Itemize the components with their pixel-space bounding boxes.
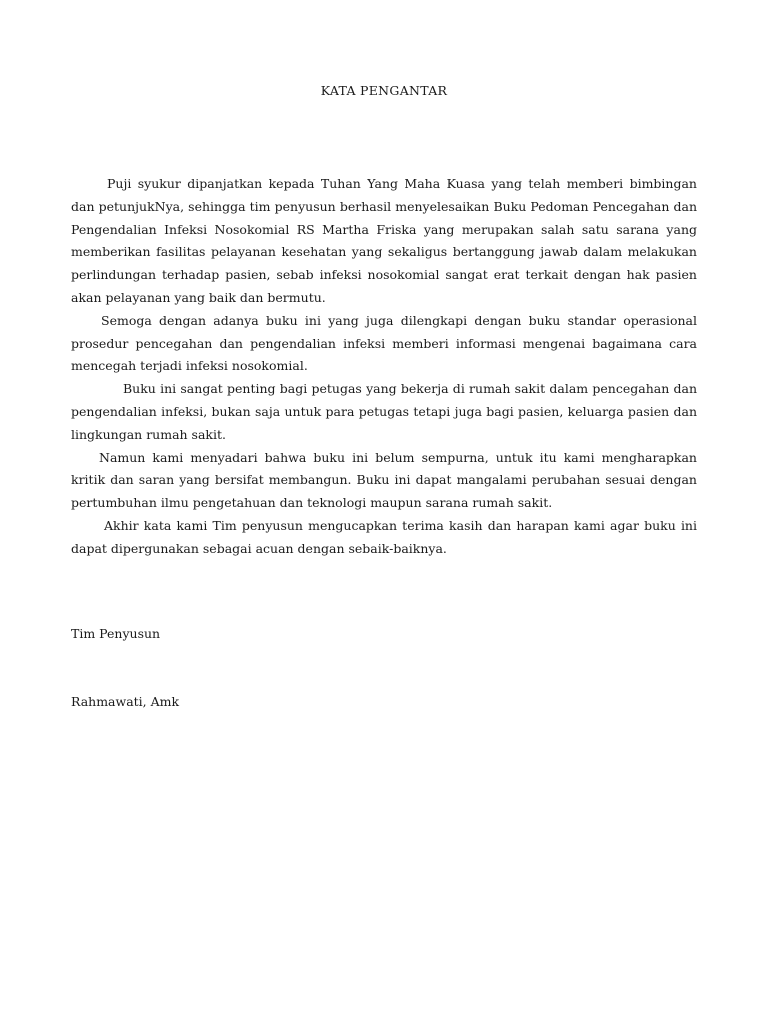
paragraph-closing: Akhir kata kami Tim penyusun mengucapkan terima kasih dan harapan kami agar buku ini dapat dipergunakan sebagai acuan dengan sebaik-baiknya. xyxy=(71,517,697,556)
paragraph-intro: Puji syukur dipanjatkan kepada Tuhan Yang Maha Kuasa yang telah memberi bimbingan dan petunjukNya, sehingga tim penyusun berhasil menyelesaikan Buku Pedoman Pencegahan dan Pengendalian Infeksi Nosokomial RS Martha Friska yang merupakan salah satu sarana yang memberikan fasilitas pelayanan kesehatan yang sekaligus bertanggung jawab dalam melakukan perlindungan terhadap pasien, sebab infeksi nosokomial sangat erat terkait dengan hak pasien akan pelayanan yang baik dan bermutu. xyxy=(71,176,697,305)
signature-name: Rahmawati, Amk xyxy=(71,694,180,709)
document-body xyxy=(71,173,697,561)
paragraph-importance: Buku ini sangat penting bagi petugas yang bekerja di rumah sakit dalam pencegahan dan pengendalian infeksi, bukan saja untuk para petugas tetapi juga bagi pasien, keluarga pasien dan lingkungan rumah sakit. xyxy=(71,381,697,442)
document-title: KATA PENGANTAR xyxy=(320,83,448,98)
paragraph-hope: Semoga dengan adanya buku ini yang juga dilengkapi dengan buku standar operasional prosedur pencegahan dan pengendalian infeksi memberi informasi mengenai bagaimana cara mencegah terjadi infeksi nosokomial. xyxy=(71,312,697,374)
paragraph-feedback: Namun kami menyadari bahwa buku ini belum sempurna, untuk itu kami mengharapkan kritik dan saran yang bersifat membangun. Buku ini dapat mangalami perubahan sesuai dengan pertumbuhan ilmu pengetahuan dan teknologi maupun sarana rumah sakit. xyxy=(71,449,697,511)
signature-team: Tim Penyusun xyxy=(71,626,161,641)
